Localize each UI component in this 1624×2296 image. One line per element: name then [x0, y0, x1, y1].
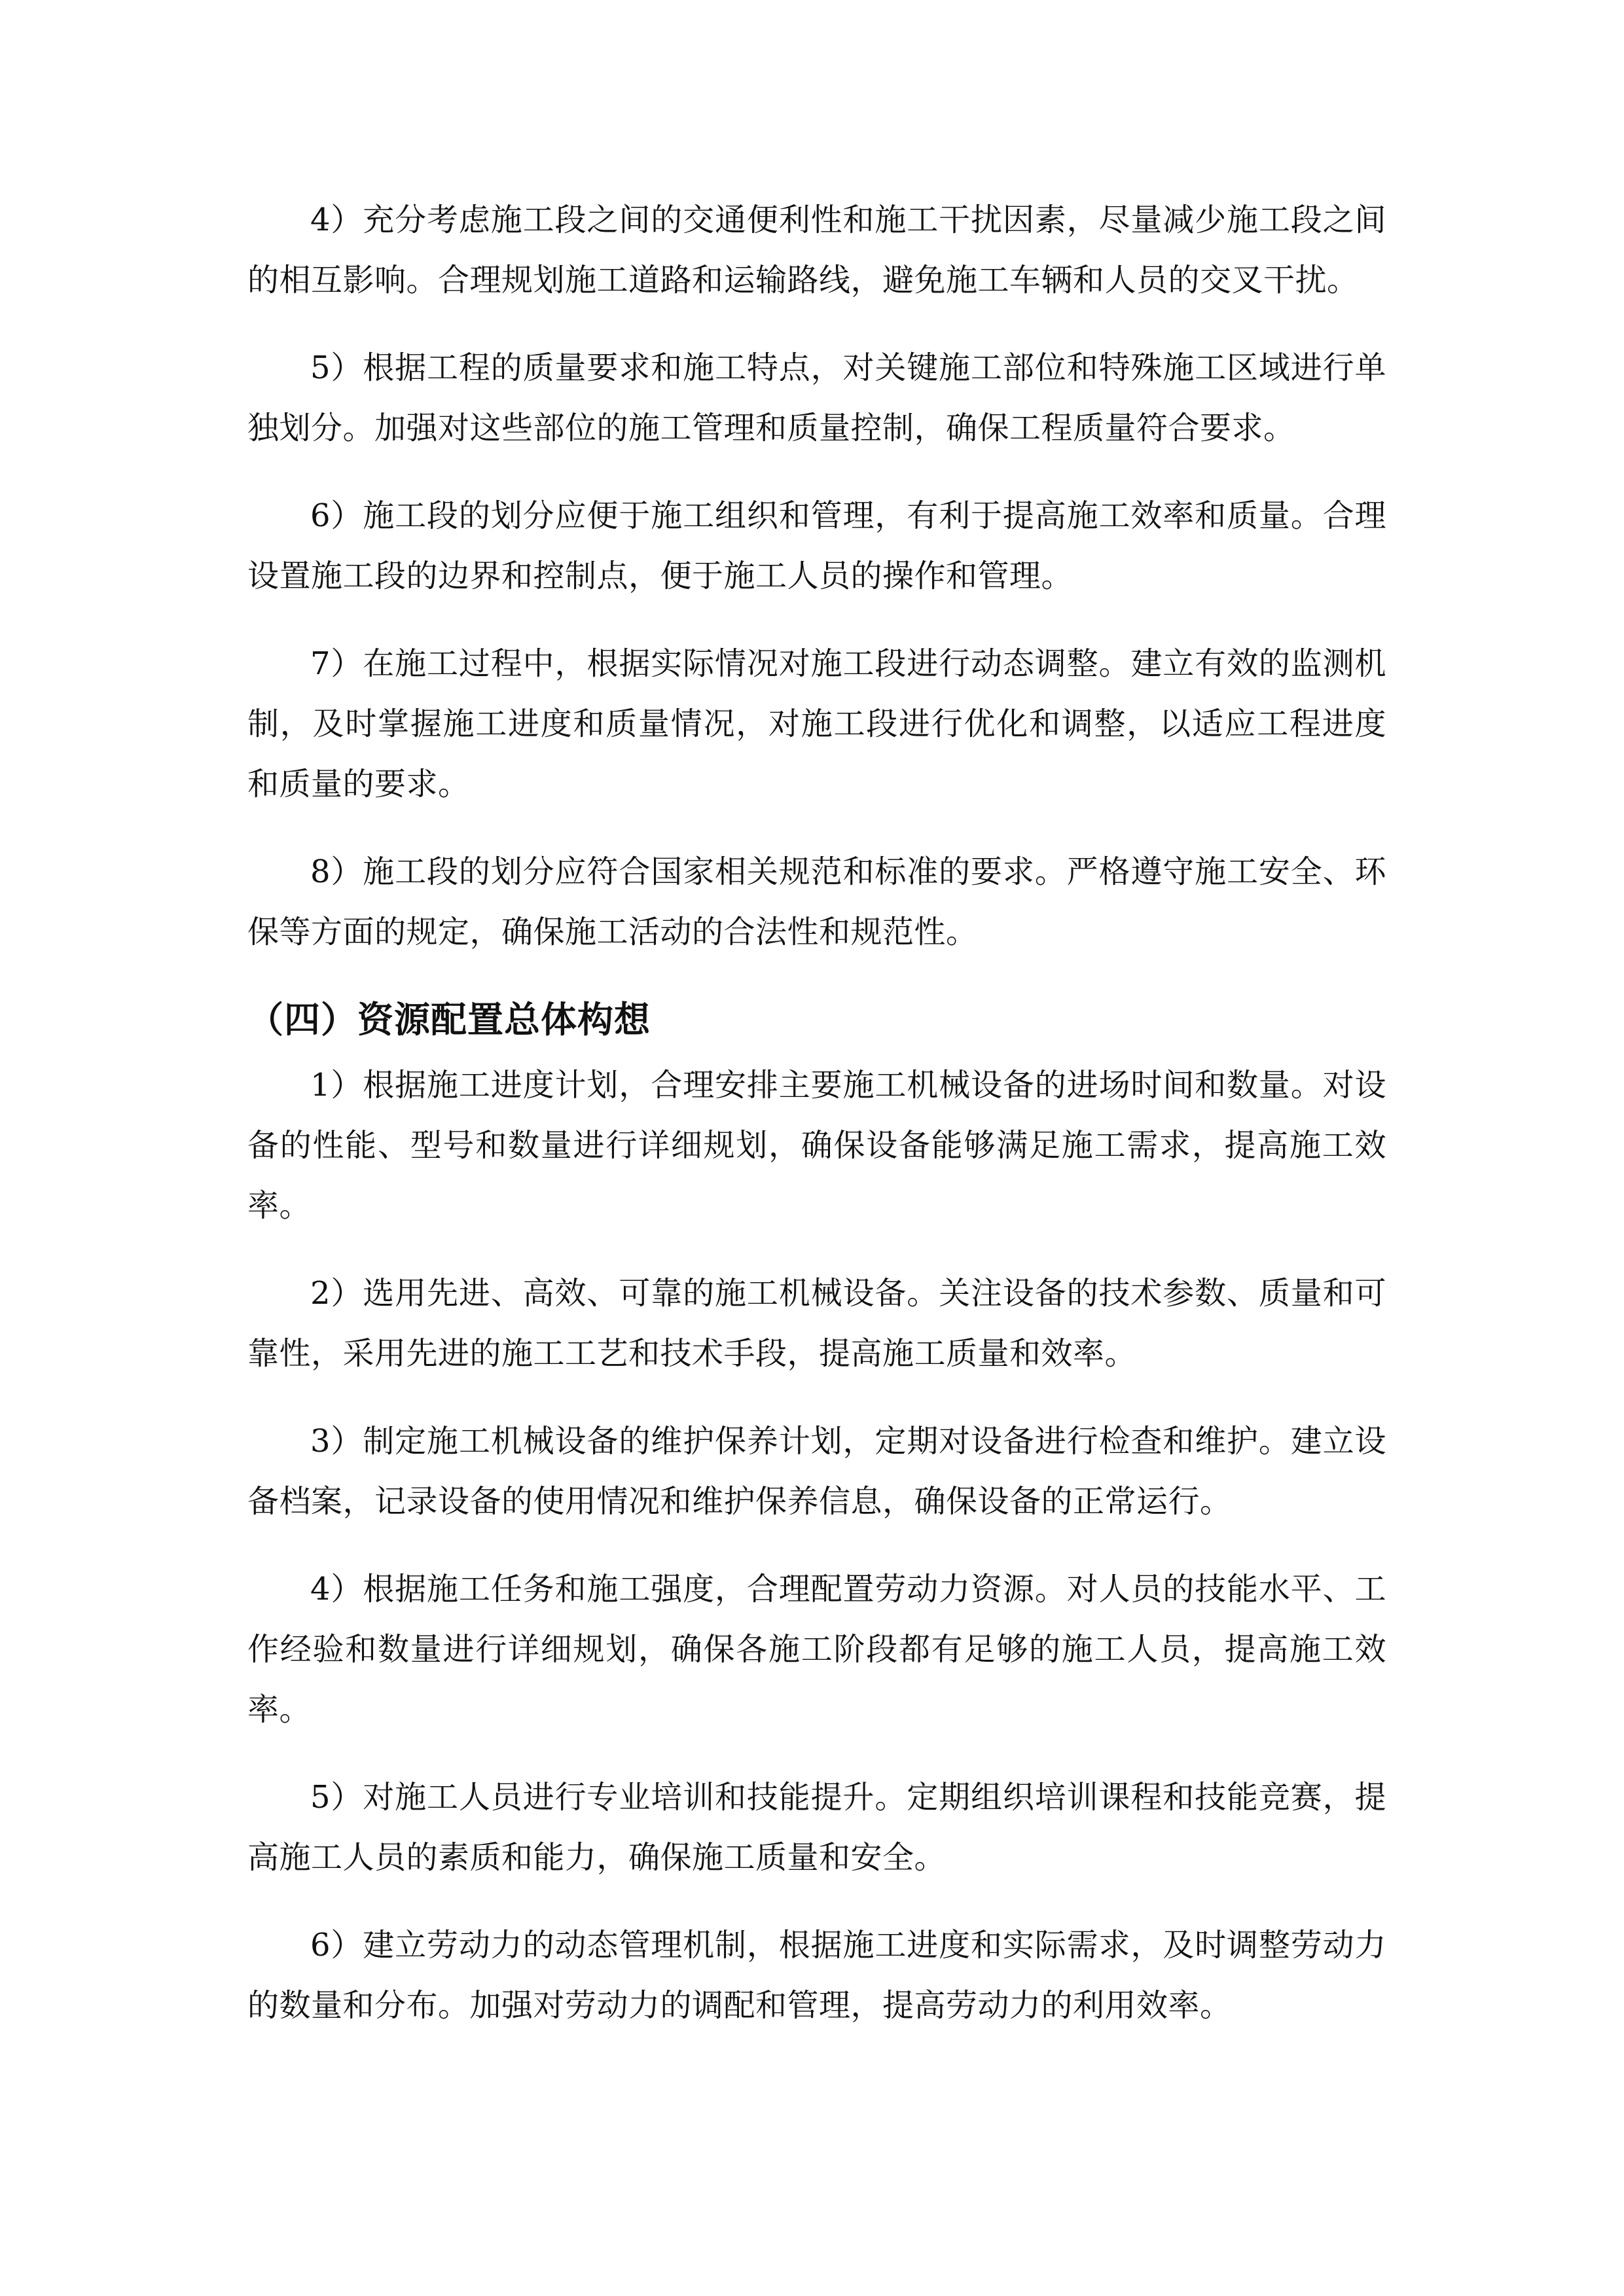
- paragraph-6-labor-management: 6）建立劳动力的动态管理机制，根据施工进度和实际需求，及时调整劳动力的数量和分布。加强对劳动力的调配和管理，提高劳动力的利用效率。: [247, 1927, 1386, 2024]
- document-body: [247, 190, 1386, 2063]
- paragraph-1-equipment-schedule: 1）根据施工进度计划，合理安排主要施工机械设备的进场时间和数量。对设备的性能、型号和数量进行详细规划，确保设备能够满足施工需求，提高施工效率。: [247, 1067, 1386, 1224]
- paragraph-5-training: 5）对施工人员进行专业培训和技能提升。定期组织培训课程和技能竞赛，提高施工人员的素质和能力，确保施工质量和安全。: [247, 1779, 1386, 1876]
- paragraph-4-labor-allocation: 4）根据施工任务和施工强度，合理配置劳动力资源。对人员的技能水平、工作经验和数量进行详细规划，确保各施工阶段都有足够的施工人员，提高施工效率。: [247, 1571, 1386, 1728]
- paragraph-7-dynamic-adjustment: 7）在施工过程中，根据实际情况对施工段进行动态调整。建立有效的监测机制，及时掌握施工进度和质量情况，对施工段进行优化和调整，以适应工程进度和质量的要求。: [247, 645, 1386, 802]
- paragraph-4-traffic-interference: 4）充分考虑施工段之间的交通便利性和施工干扰因素，尽量减少施工段之间的相互影响。合理规划施工道路和运输路线，避免施工车辆和人员的交叉干扰。: [247, 202, 1386, 298]
- paragraph-6-organization: 6）施工段的划分应便于施工组织和管理，有利于提高施工效率和质量。合理设置施工段的边界和控制点，便于施工人员的操作和管理。: [247, 497, 1386, 594]
- paragraph-5-key-areas: 5）根据工程的质量要求和施工特点，对关键施工部位和特殊施工区域进行单独划分。加强对这些部位的施工管理和质量控制，确保工程质量符合要求。: [247, 350, 1386, 446]
- paragraph-3-maintenance-plan: 3）制定施工机械设备的维护保养计划，定期对设备进行检查和维护。建立设备档案，记录设备的使用情况和维护保养信息，确保设备的正常运行。: [247, 1423, 1386, 1520]
- section-heading-resource-allocation: （四）资源配置总体构想: [247, 998, 651, 1041]
- paragraph-2-equipment-selection: 2）选用先进、高效、可靠的施工机械设备。关注设备的技术参数、质量和可靠性，采用先进的施工工艺和技术手段，提高施工质量和效率。: [247, 1275, 1386, 1372]
- paragraph-8-standards: 8）施工段的划分应符合国家相关规范和标准的要求。严格遵守施工安全、环保等方面的规定，确保施工活动的合法性和规范性。: [247, 853, 1386, 950]
